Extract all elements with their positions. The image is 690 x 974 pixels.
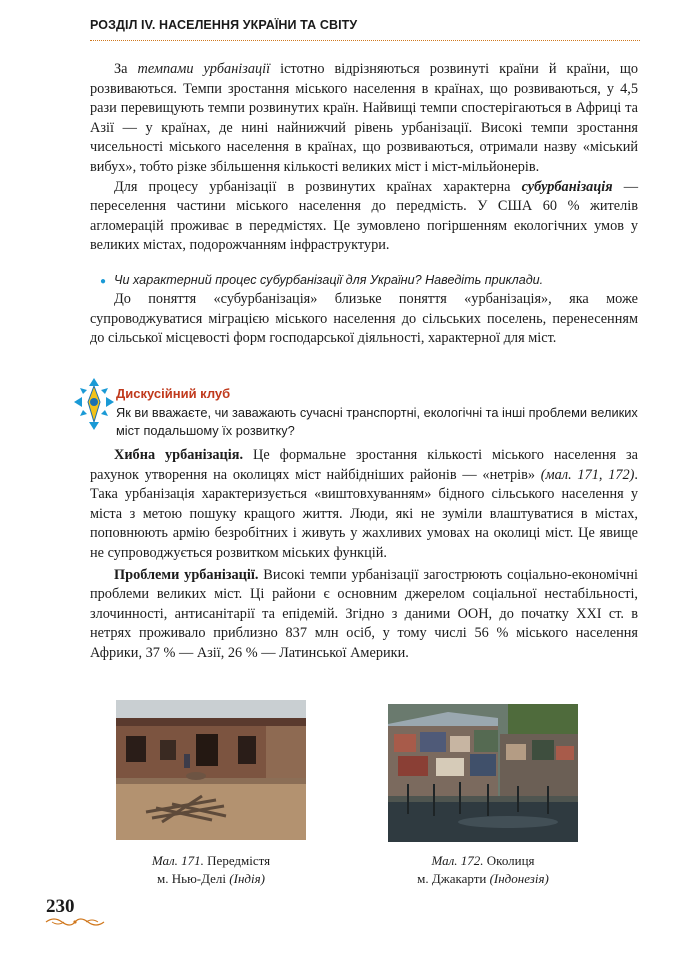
discussion-club-question: Як ви вважаєте, чи заважають сучасні транспортні, екологічні та інші проблеми великих міст подальшому їх розвитку? [116, 405, 638, 438]
urbanization-rates-text [90, 60, 638, 256]
paragraph-urbanization-concept: До поняття «субурбанізація» близьке поняття «урбанізація», яка може супроводжуватися міграцією міського населення до сільських поселень, перенесенням до сільської місцевості форм господарської діяльності, характерної для міст. [90, 291, 638, 347]
term-false-urbanization: Хибна урбанізація. [114, 447, 244, 463]
photo-new-delhi-suburb [116, 700, 306, 840]
paragraph-false-urbanization: Хибна урбанізація. Це формальне зростання кількості міського населення за рахунок утворення на околицях міст найбідніших районів — «нетрів» (мал. 171, 172). Така урбанізація характеризується «виштовхуванням» бідного сільського населення у міста з метою пошуку кращого життя. Люди, які не зуміли влаштуватися в містах, поповнюють армію безробітних і живуть у жахливих умовах на околиці міст. Це явище не супроводжується розвитком міських функцій. [90, 447, 638, 561]
paragraph-suburbanization: Для процесу урбанізації в розвинутих країнах характерна субурбанізація — переселення частини міського населення до передмість. У США 60 % жителів агломерацій проживає в передмістях. Це зумовлено погіршенням екологічних умов у великих містах, подорожчанням інфраструктури. [90, 178, 639, 254]
figure-172-label: Мал. 172. [431, 853, 484, 868]
paragraph-urbanization-rates: За темпами урбанізації істотно відрізняються розвинуті країни й країни, що розвиваються. Темпи зростання міського населення в країнах, що розвиваються, у 4,5 рази перевищують темпи розвинутих країн. Найвищі темпи спостерігаються в Африці та Азії — у країнах, де нині найнижчий рівень урбанізації. Високі темпи зростання чисельності міського населення в країнах, що розвиваються, отримали назву «міський вибух», тобто різке збільшення кількості великих міст і міст-мільйонерів. [90, 61, 638, 175]
urbanization-concept-text [90, 290, 638, 349]
term-urbanization-rates: темпами урбанізації [137, 61, 271, 77]
discussion-club-title: Дискусійний клуб [116, 386, 231, 401]
caption-figure-171: Мал. 171. Передмістя м. Нью-Делі (Індія) [151, 853, 271, 886]
figure-reference: (мал. 171, 172) [540, 466, 635, 483]
figure-171-label: Мал. 171. [151, 853, 204, 868]
section-header: РОЗДІЛ IV. НАСЕЛЕННЯ УКРАЇНИ ТА СВІТУ [90, 18, 358, 32]
paragraph-urbanization-problems: Проблеми урбанізації. Високі темпи урбанізації загострюють соціально-економічні проблеми великих міст. Ці райони є основним джерелом соціальної нестабільності, злочинності, антисанітарії та епідемій. Згідно з даними ООН, до початку XXI ст. в нетрях проживало приблизно 837 млн осіб, у тому числі 56 % міського населення Африки, 37 % — Азії, 26 % — Латинської Америки. [90, 566, 638, 661]
photo-jakarta-slum [388, 704, 578, 842]
term-suburbanization: субурбанізація [521, 178, 613, 195]
header-divider [90, 40, 640, 41]
urbanization-problems-text [90, 446, 638, 664]
term-urbanization-problems: Проблеми урбанізації. [114, 566, 259, 583]
decorative-ornament-icon [44, 914, 106, 930]
page-number: 230 [46, 896, 75, 917]
discussion-club-icon [74, 378, 114, 430]
bullet-icon: ● [100, 276, 107, 287]
caption-figure-172: Мал. 172. Околиця м. Джакарти (Індонезія) [417, 853, 549, 886]
review-question: ● Чи характерний процес субурбанізації для України? Наведіть приклади. [100, 273, 544, 287]
